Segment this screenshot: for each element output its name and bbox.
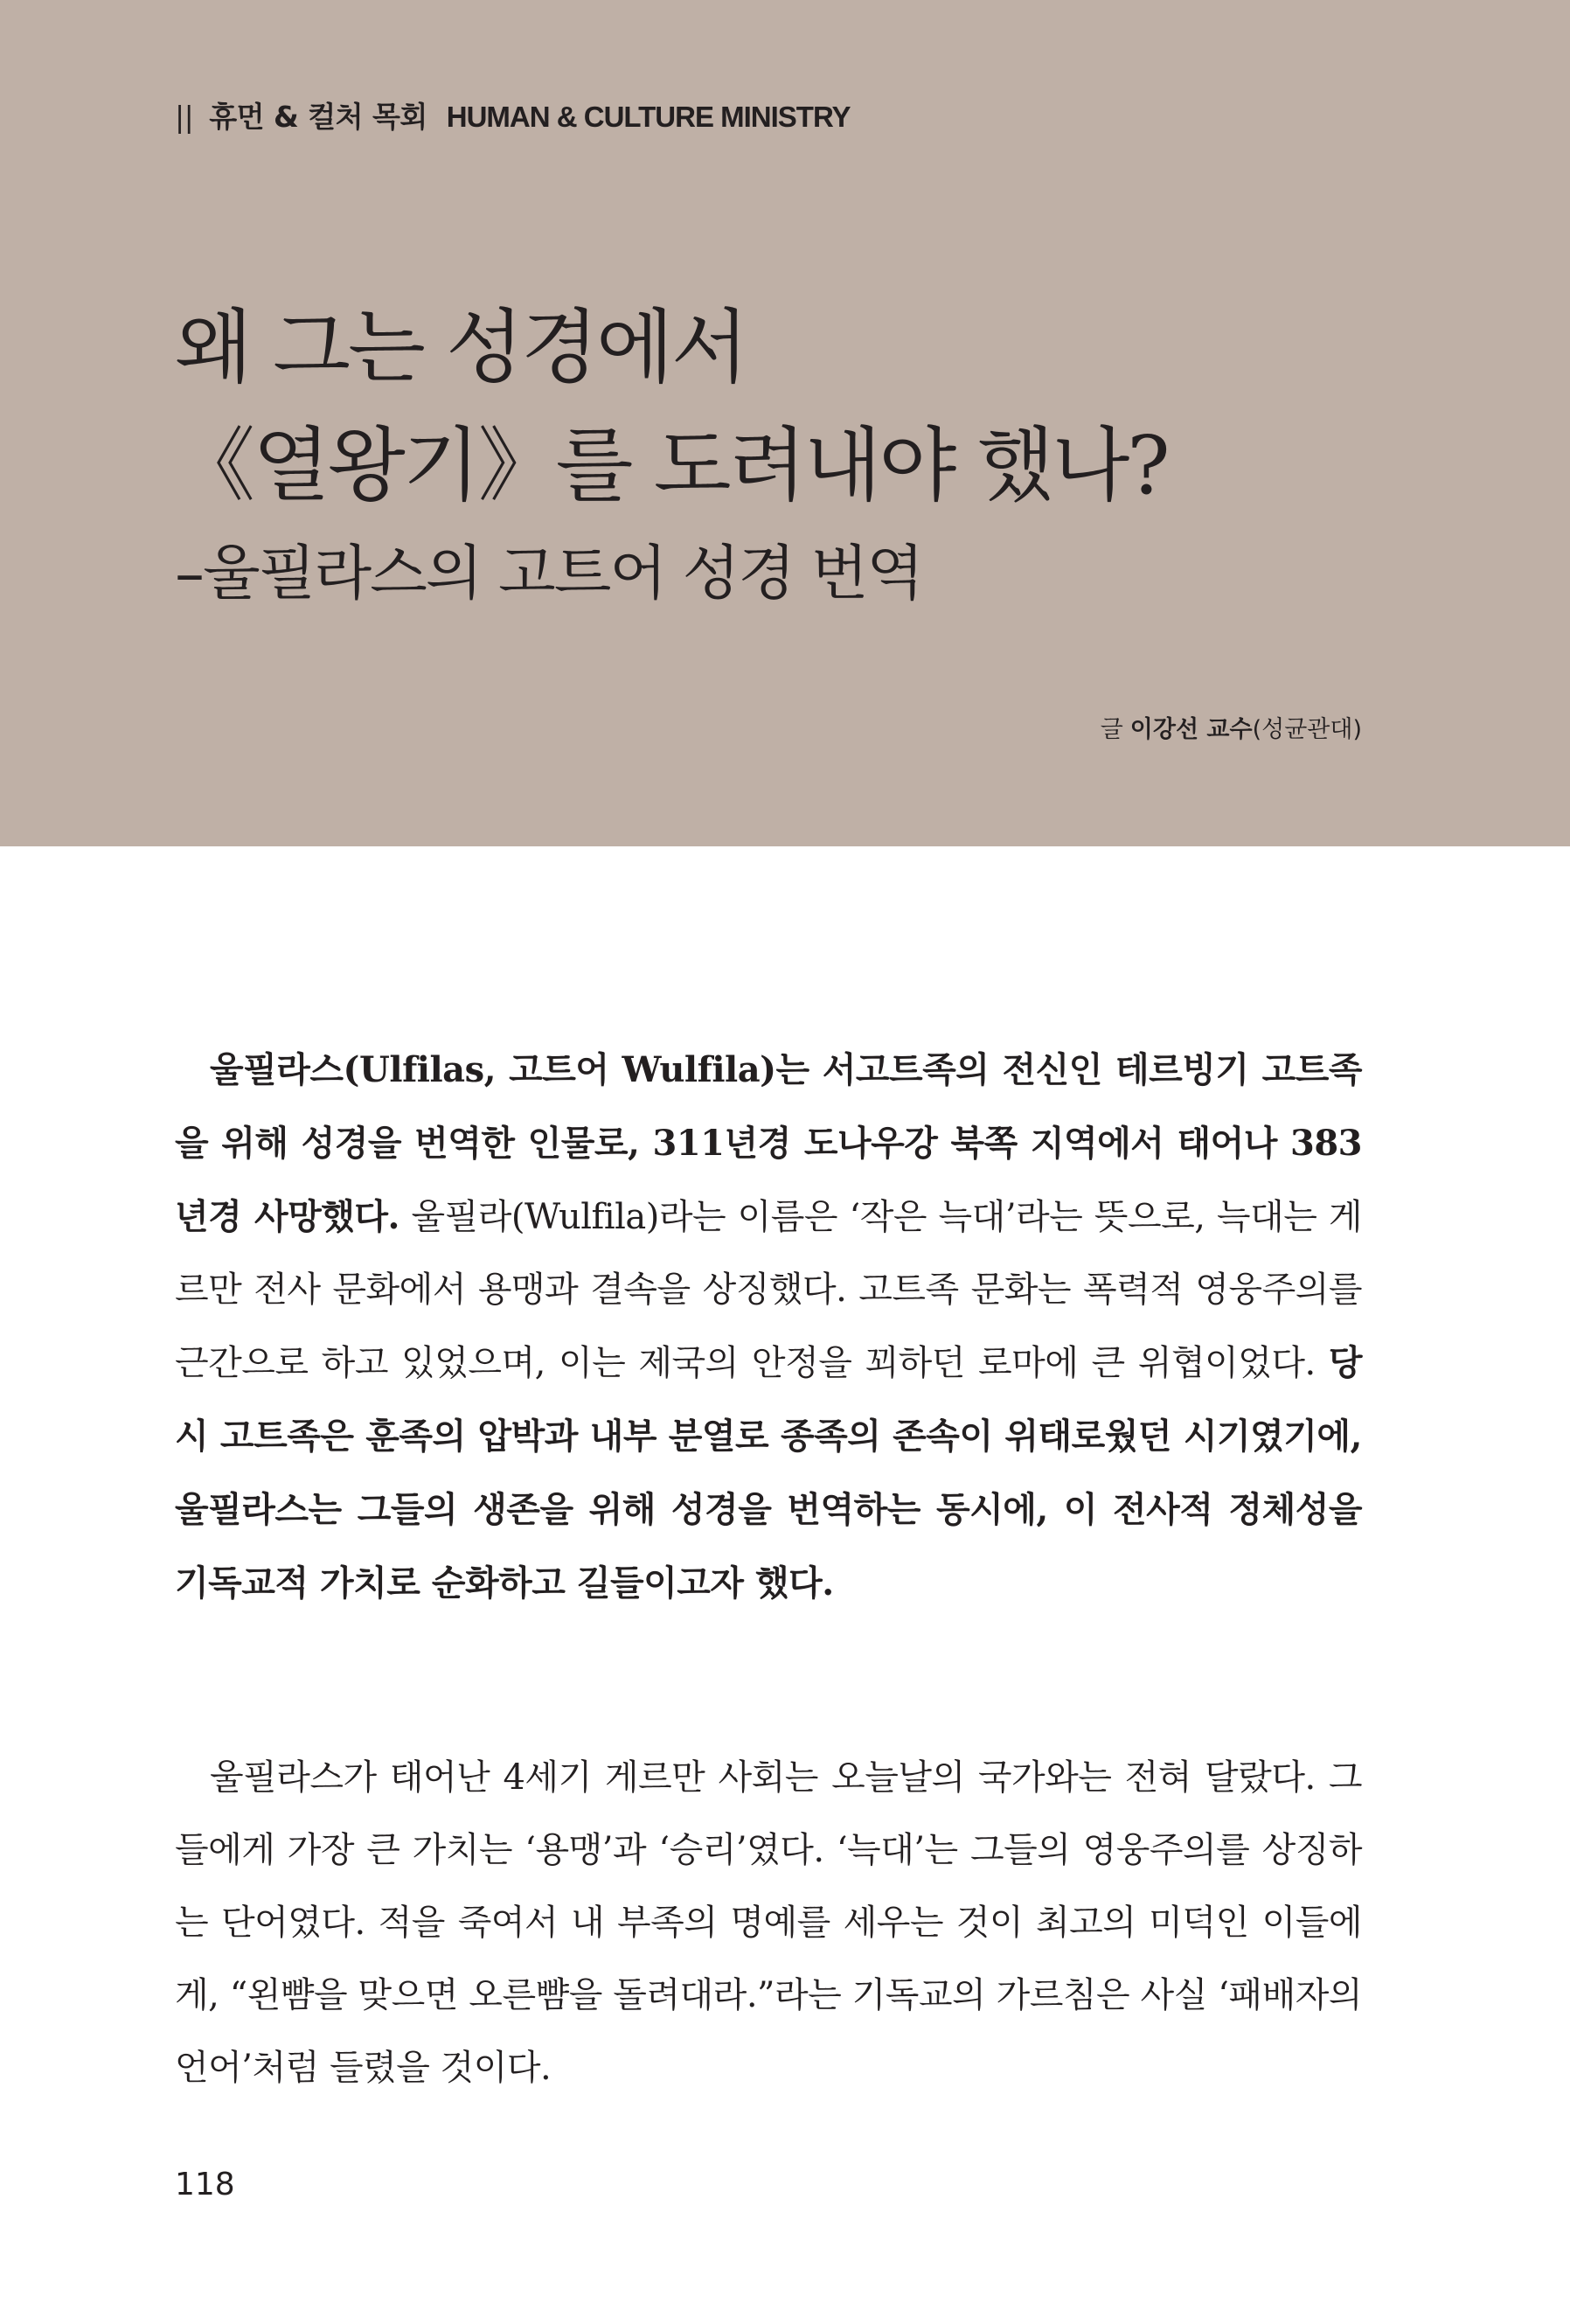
section-divider-icon: || — [175, 100, 194, 134]
section-label — [175, 94, 851, 136]
article-paragraph-1 — [175, 1033, 1362, 1620]
paragraph-1-body: 울필라(Wulfila)라는 이름은 ‘작은 늑대’라는 뜻으로, 늑대는 게르만 전사 문화에서 용맹과 결속을 상징했다. 고트족 문화는 폭력적 영웅주의를 근간으로 하고 있었으며, 이는 제국의 안정을 꾀하던 로마에 큰 위협이었다. — [175, 1197, 1362, 1383]
author-name: 이강선 교수 — [1129, 716, 1253, 743]
section-title-korean: 휴먼 & 컬처 목회 — [209, 100, 427, 134]
article-paragraph-2 — [175, 1742, 1362, 2105]
page-number: 118 — [175, 2167, 235, 2202]
article-title-line-2: 《열왕기》를 도려내야 했나? — [175, 419, 1168, 512]
article-title — [175, 289, 1168, 525]
paragraph-1-bold-intro: 울필라스(Ulfilas, 고트어 Wulfila)는 서고트족의 전신인 테르빙기 고트족을 위해 성경을 번역한 인물로, 311년경 도나우강 북쪽 지역에서 태어나 383년경 사망했다. — [175, 1049, 1362, 1237]
paragraph-2-body: 울필라스가 태어난 4세기 게르만 사회는 오늘날의 국가와는 전혀 달랐다. 그들에게 가장 큰 가치는 ‘용맹’과 ‘승리’였다. ‘늑대’는 그들의 영웅주의를 상징하는 단어였다. 적을 죽여서 내 부족의 명예를 세우는 것이 최고의 미덕인 이들에게, “왼뺨을 맞으면 오른뺨을 돌려대라.”라는 기독교의 가르침은 사실 ‘패배자의 언어’처럼 들렸을 것이다. — [175, 1757, 1362, 2088]
paragraph-1-bold-conclusion: 당시 고트족은 훈족의 압박과 내부 분열로 종족의 존속이 위태로웠던 시기였기에, 울필라스는 그들의 생존을 위해 성경을 번역하는 동시에, 이 전사적 정체성을 기독교적 가치로 순화하고 길들이고자 했다. — [175, 1342, 1362, 1604]
section-title-english: HUMAN & CULTURE MINISTRY — [446, 101, 851, 133]
header-band — [0, 0, 1570, 846]
article-subtitle: –울필라스의 고트어 성경 번역 — [175, 539, 923, 609]
byline — [1101, 710, 1362, 744]
author-affiliation: (성균관대) — [1252, 716, 1362, 743]
byline-prefix: 글 — [1100, 716, 1123, 743]
article-title-line-1: 왜 그는 성경에서 — [175, 301, 747, 394]
